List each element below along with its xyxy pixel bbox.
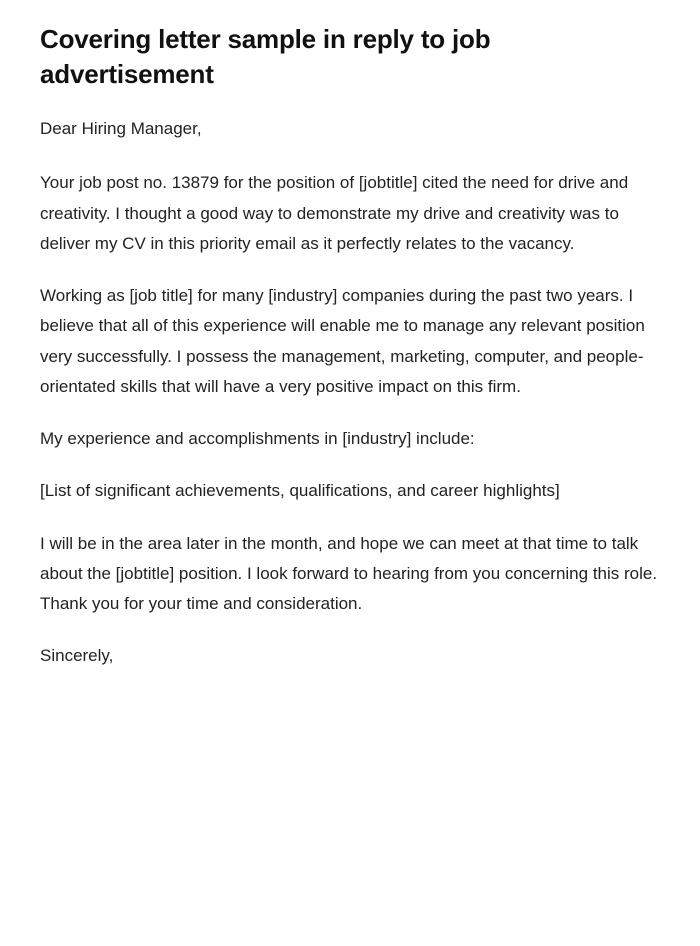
- letter-paragraph-3: My experience and accomplishments in [industry] include:: [40, 429, 475, 449]
- letter-salutation: Dear Hiring Manager,: [40, 119, 202, 139]
- letter-achievements-placeholder: [List of significant achievements, qualifications, and career highlights]: [40, 481, 560, 501]
- letter-closing: Sincerely,: [40, 646, 114, 666]
- letter-paragraph-2: Working as [job title] for many [industry] companies during the past two years. I believe that all of this experience will enable me to manage any relevant position very successfully. I possess the management, marketing, computer, and people-orientated skills that will have a very positive impact on this firm.: [40, 286, 645, 396]
- letter-paragraph-4: I will be in the area later in the month, and hope we can meet at that time to talk about the [jobtitle] position. I look forward to hearing from you concerning this role. Thank you for your time and consideration.: [40, 533, 658, 614]
- page-title: Covering letter sample in reply to job advertisement: [40, 24, 491, 90]
- letter-paragraph-1: Your job post no. 13879 for the position of [jobtitle] cited the need for drive and creativity. I thought a good way to demonstrate my drive and creativity was to deliver my CV in this priority email as it perfectly relates to the vacancy.: [40, 173, 629, 253]
